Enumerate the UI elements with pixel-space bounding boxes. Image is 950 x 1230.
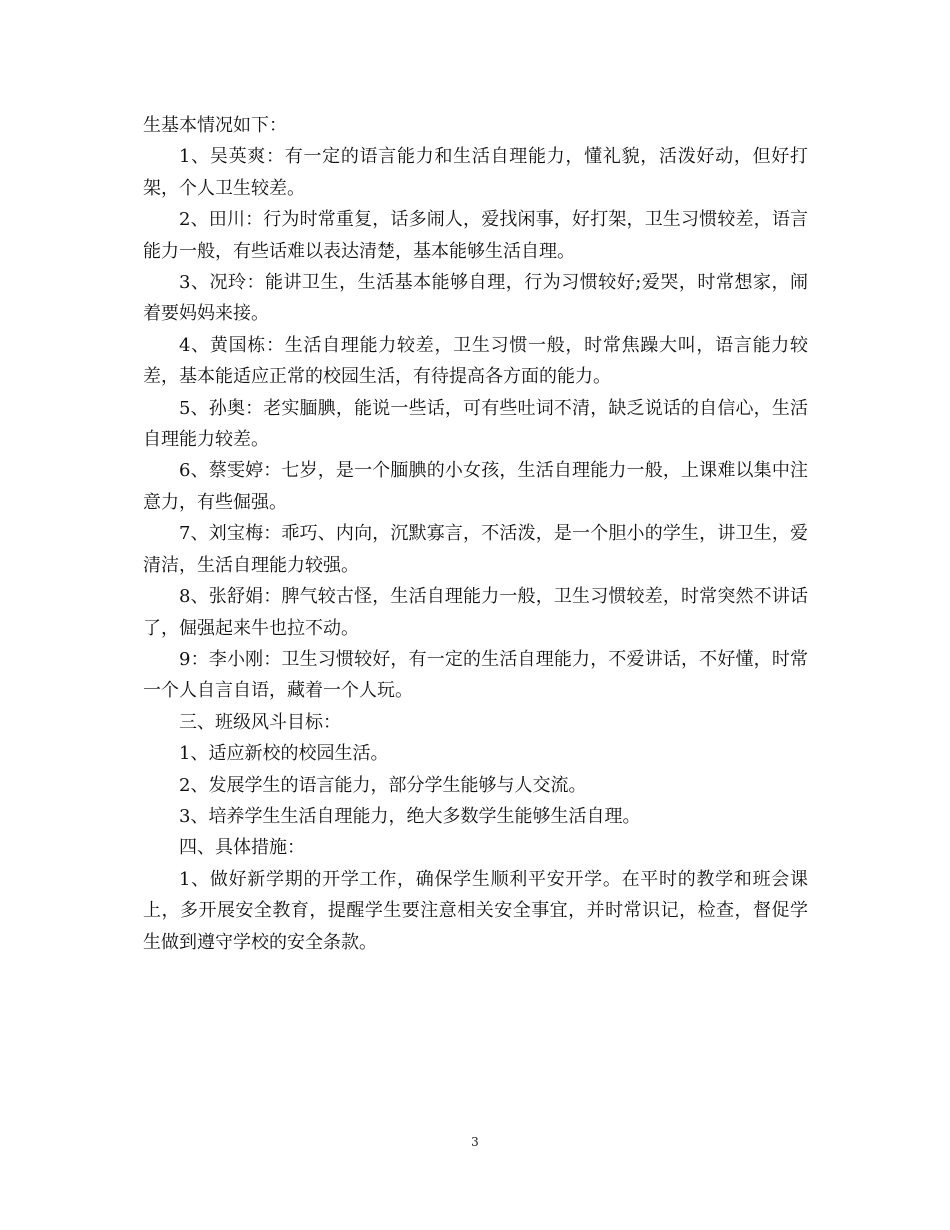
page-number: 3 bbox=[471, 1135, 479, 1149]
paragraph-measure-1: 1、做好新学期的开学工作，确保学生顺利平安开学。在平时的教学和班会课上，多开展安全教育，提醒学生要注意相关安全事宜，并时常识记，检查，督促学生做到遵守学校的安全条款。 bbox=[143, 868, 808, 953]
paragraph-student-2: 2、田川：行为时常重复，话多闹人，爱找闲事，好打架，卫生习惯较差，语言能力一般，有些话难以表达清楚，基本能够生活自理。 bbox=[143, 209, 808, 262]
paragraph-student-5: 5、孙奥：老实腼腆，能说一些话，可有些吐词不清，缺乏说话的自信心，生活自理能力较差。 bbox=[143, 397, 808, 451]
paragraph-goal-3: 3、培养学生生活自理能力，绝大多数学生能够生活自理。 bbox=[179, 805, 641, 827]
paragraph-student-6: 6、蔡雯婷：七岁，是一个腼腆的小女孩，生活自理能力一般，上课难以集中注意力，有些倔强。 bbox=[143, 460, 808, 513]
document-body bbox=[143, 110, 808, 958]
paragraph-student-8: 8、张舒娟：脾气较古怪，生活自理能力一般，卫生习惯较差，时常突然不讲话了，倔强起来牛也拉不动。 bbox=[143, 586, 808, 639]
section-heading-goals: 三、班级风斗目标： bbox=[179, 711, 341, 733]
paragraph-student-1: 1、吴英爽：有一定的语言能力和生活自理能力，懂礼貌，活泼好动，但好打架，个人卫生较差。 bbox=[143, 146, 808, 199]
paragraph-goal-1: 1、适应新校的校园生活。 bbox=[179, 743, 389, 765]
paragraph-student-7: 7、刘宝梅：乖巧、内向，沉默寡言，不活泼，是一个胆小的学生，讲卫生，爱清洁，生活自理能力较强。 bbox=[143, 523, 808, 576]
paragraph-student-4: 4、黄国栋：生活自理能力较差，卫生习惯一般，时常焦躁大叫，语言能力较差，基本能适应正常的校园生活，有待提高各方面的能力。 bbox=[143, 334, 808, 388]
section-heading-measures: 四、具体措施： bbox=[179, 837, 305, 859]
paragraph-intro: 生基本情况如下： bbox=[143, 115, 287, 136]
paragraph-student-9: 9：李小刚：卫生习惯较好，有一定的生活自理能力，不爱讲话，不好懂，时常一个人自言自语，藏着一个人玩。 bbox=[143, 648, 808, 702]
paragraph-goal-2: 2、发展学生的语言能力，部分学生能够与人交流。 bbox=[179, 774, 587, 796]
paragraph-student-3: 3、况玲：能讲卫生，生活基本能够自理，行为习惯较好;爱哭，时常想家，闹着要妈妈来接。 bbox=[143, 272, 808, 325]
